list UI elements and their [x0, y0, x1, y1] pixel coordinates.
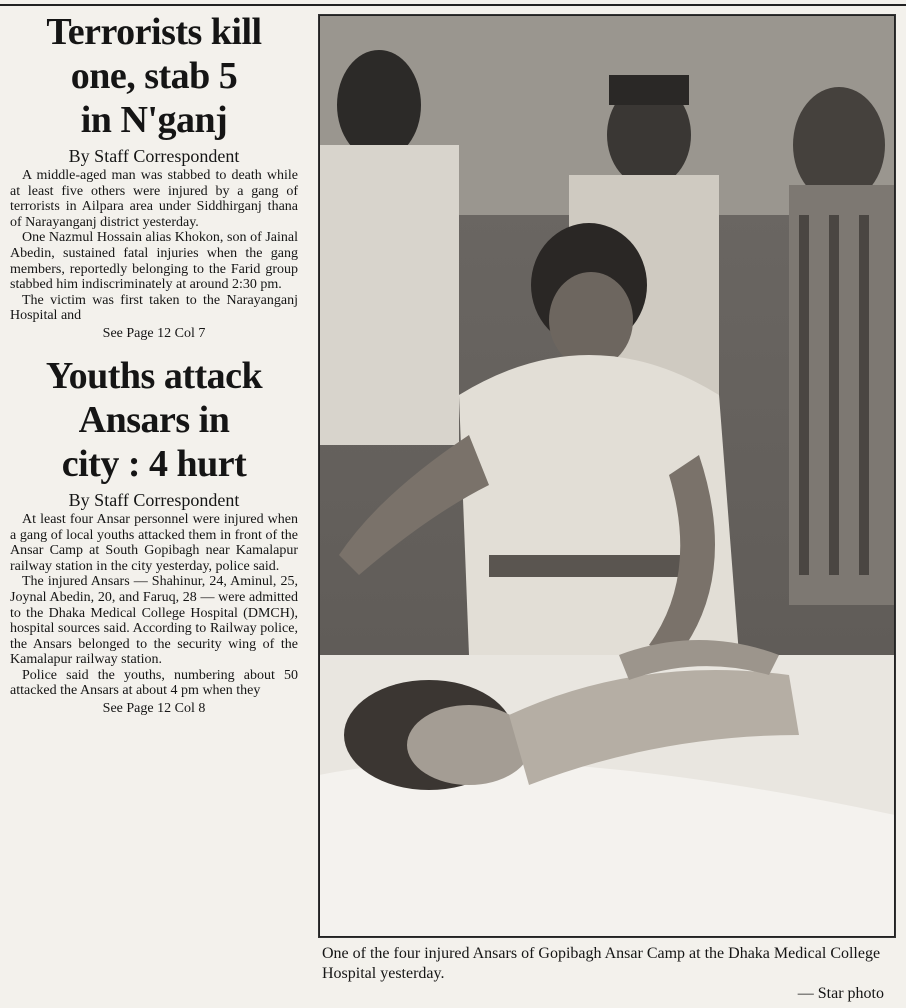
story2-headline-line3: city : 4 hurt [61, 442, 247, 485]
story2-paragraph: The injured Ansars — Shahinur, 24, Aminul, 25, Joynal Abedin, 20, and Faruq, 28 — were admitted to the Dhaka Medical College Hospital (DMCH), hospital sources said. According to Railway police, the Ansars belonged to the security wing of the Kamalapur railway station. [10, 574, 298, 668]
story1-body [10, 168, 298, 324]
story2-paragraph: At least four Ansar personnel were injured when a gang of local youths attacked them in front of the Ansar Camp at South Gopibagh near Kamalapur railway station in the city yesterday, police said. [10, 511, 298, 574]
story2-headline-line1: Youths attack [45, 354, 263, 397]
top-rule [0, 4, 906, 6]
story2-byline: By Staff Correspondent [68, 489, 240, 510]
photo-illustration [319, 15, 895, 937]
story1-headline-line3: in N'ganj [80, 99, 228, 141]
story1-paragraph: One Nazmul Hossain alias Khokon, son of Jainal Abedin, sustained fatal injuries when the gang members, reportedly belonging to the Farid group stabbed him indiscriminately at around 2:30 pm. [10, 230, 298, 293]
story2-headline [10, 354, 298, 486]
story1-paragraph: A middle-aged man was stabbed to death while at least five others were injured by a gang of terrorists in Ailpara area under Siddhirganj thana of Narayanganj district yesterday. [10, 168, 298, 230]
photo-credit: — Star photo [797, 985, 884, 1002]
story-terrorists [10, 10, 298, 342]
news-photo [318, 14, 896, 938]
story1-headline-line1: Terrorists kill [46, 11, 262, 53]
left-column [10, 10, 298, 717]
story1-headline [10, 10, 298, 142]
story1-byline: By Staff Correspondent [68, 146, 240, 166]
story-youths-attack [10, 354, 298, 717]
story2-jump-line: See Page 12 Col 8 [102, 701, 206, 717]
photo-caption: One of the four injured Ansars of Gopibagh Ansar Camp at the Dhaka Medical College Hospital yesterday. [322, 945, 881, 982]
story2-body [10, 512, 298, 699]
story1-paragraph: The victim was first taken to the Narayanganj Hospital and [10, 292, 298, 324]
story1-headline-line2: one, stab 5 [70, 55, 238, 97]
story2-headline-line2: Ansars in [78, 398, 230, 441]
story1-jump-line: See Page 12 Col 7 [102, 325, 206, 341]
story2-paragraph: Police said the youths, numbering about 50 attacked the Ansars at about 4 pm when they [10, 667, 298, 699]
